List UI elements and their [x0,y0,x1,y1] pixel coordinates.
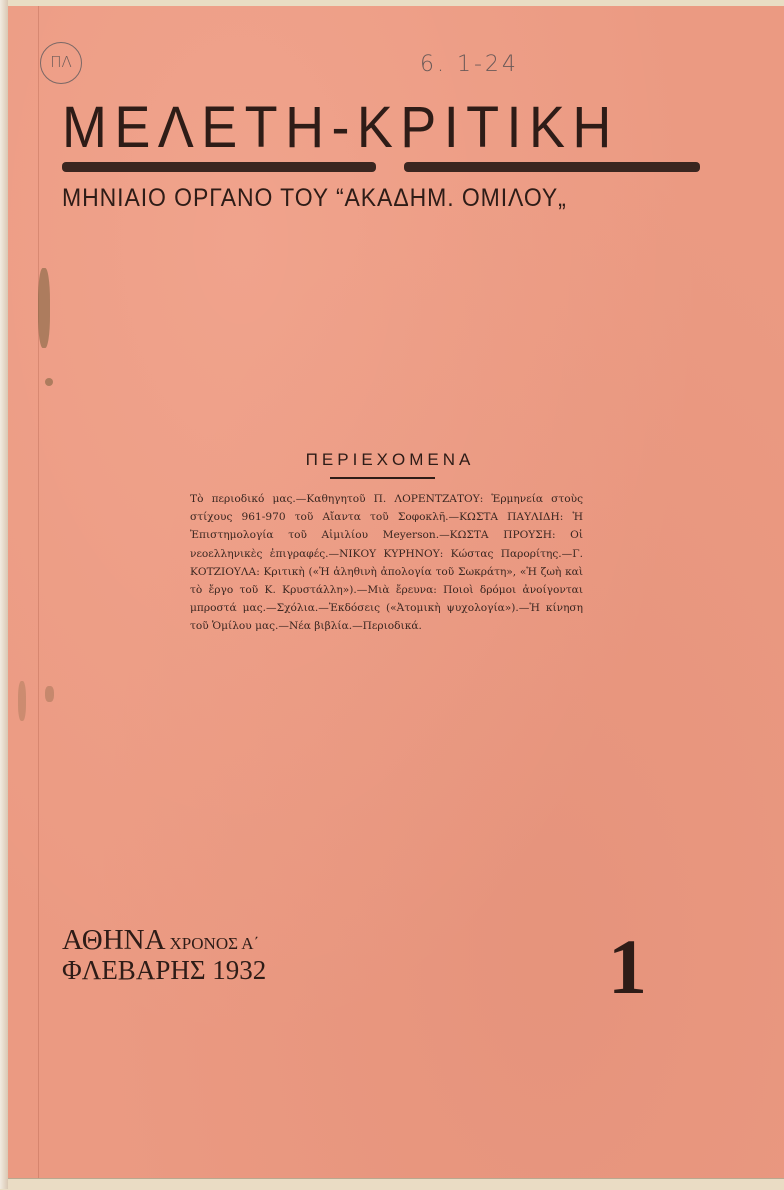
contents-text: Τὸ περιοδικό μας.—Καθηγητοῦ Π. ΛΟΡΕΝΤΖΑΤΟΥ: Ἑρμηνεία στοὺς στίχους 961-970 τοῦ Αἴαντα τοῦ Σοφοκλῆ.—ΚΩΣΤΑ ΠΑΥΛΙΔΗ: Ἡ Ἐπιστημολογία τοῦ Αἰμιλίου Meyerson.—ΚΩΣΤΑ ΠΡΟΥΣΗ: Οἱ νεοελληνικὲς ἐπιγραφές.—ΝΙΚΟΥ ΚΥΡΗΝΟΥ: Κώστας Παρορίτης.—Γ. ΚΟΤΖΙΟΥΛΑ: Κριτικὴ («Ἡ ἀληθινὴ ἀπολογία τοῦ Σωκράτη», «Ἡ ζωὴ καὶ τὸ ἔργο τοῦ Κ. Κρυστάλλη»).—Μιὰ ἔρευνα: Ποιοὶ δρόμοι ἀνοίγονται μπροστά μας.—Σχόλια.—Ἐκδόσεις («Ἀτομικὴ ψυχολογία»).—Ἡ κίνηση τοῦ Ὁμίλου μας.—Νέα βιβλία.—Περιοδικά. [190,493,583,633]
title-rule-right [404,162,700,172]
publication-info [62,924,266,986]
city: ΑΘΗΝΑ [62,924,166,956]
handwritten-shelf-code: 6. 1-24 [420,52,519,77]
stain-mark [45,686,54,702]
fold-line [38,6,39,1184]
magazine-title: ΜΕΛΕΤΗ-ΚΡΙΤΙΚΗ [62,95,619,160]
issue-number: 1 [608,923,647,1010]
page-bottom-edge [8,1178,784,1190]
spine-edge [0,0,8,1189]
issue-date: ΦΛΕΒΑΡΗΣ 1932 [62,955,267,985]
contents-rule [330,477,435,479]
stain-mark [18,681,26,721]
stain-mark [38,268,50,348]
year-label: ΧΡΟΝΟΣ Α΄ [169,934,260,953]
title-rule-left [62,162,376,172]
handwritten-circled-mark: ΠΛ [40,42,82,84]
contents-heading: ΠΕΡΙΕΧΟΜΕΝΑ [305,450,475,469]
magazine-subtitle: ΜΗΝΙΑΙΟ ΟΡΓΑΝΟ ΤΟΥ “ΑΚΑΔΗΜ. ΟΜΙΛΟΥ„ [62,184,567,212]
stain-mark [45,378,53,386]
